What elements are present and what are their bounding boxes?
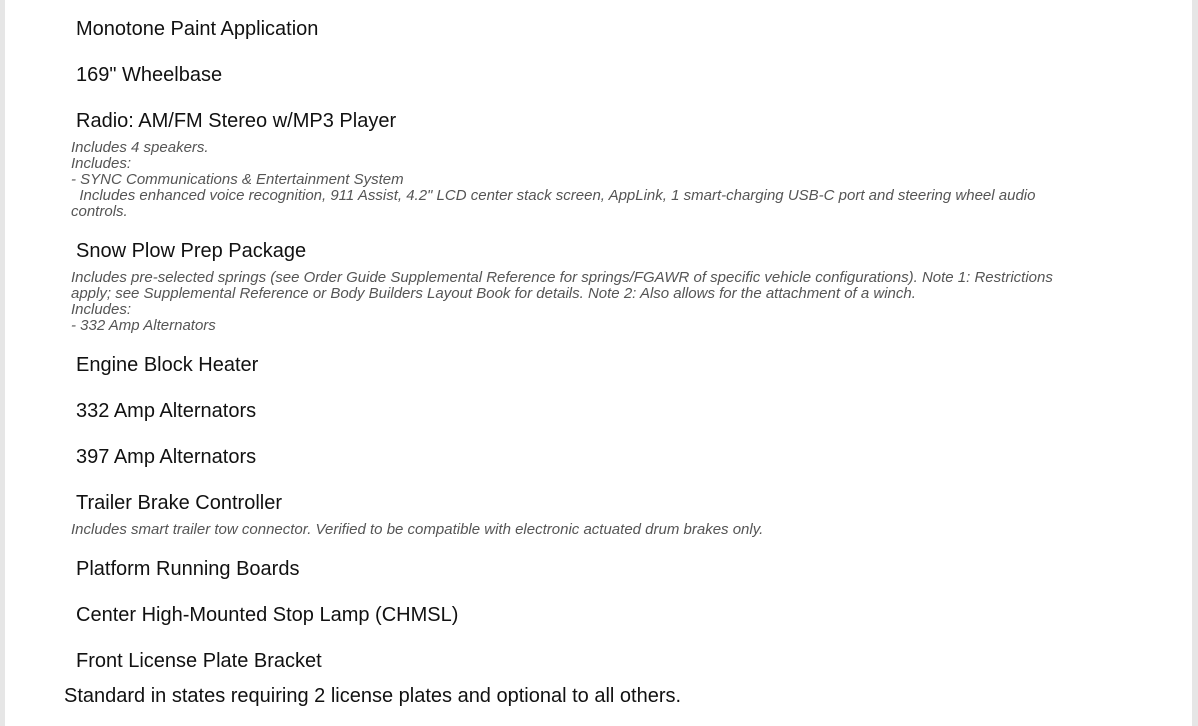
footer-note: Standard in states requiring 2 license plates and optional to all others. bbox=[64, 685, 682, 707]
option-title: Front License Plate Bracket bbox=[76, 650, 322, 672]
option-title: Radio: AM/FM Stereo w/MP3 Player bbox=[76, 110, 397, 132]
option-description: Includes smart trailer tow connector. Verified to be compatible with electronic actuated drum brakes only. bbox=[71, 521, 764, 538]
option-title: Center High-Mounted Stop Lamp (CHMSL) bbox=[76, 604, 459, 626]
option-title: Snow Plow Prep Package bbox=[76, 240, 307, 262]
option-title: Monotone Paint Application bbox=[76, 18, 319, 40]
option-title: Engine Block Heater bbox=[76, 354, 259, 376]
option-description: Includes 4 speakers. Includes: - SYNC Communications & Entertainment System Includes enhanced voice recognition, 911 Assist, 4.2" LCD center stack screen, AppLink, 1 smart-charging USB-C port and steering wheel audio controls. bbox=[71, 139, 1036, 220]
option-description: Includes pre-selected springs (see Order Guide Supplemental Reference for springs/FGAWR of specific vehicle configurations). Note 1: Restrictions apply; see Supplemental Reference or Body Builders Layout Book for details. Note 2: Also allows for the attachment of a winch. Includes: - 332 Amp Alternators bbox=[71, 269, 1053, 334]
option-title: 397 Amp Alternators bbox=[76, 446, 257, 468]
options-list-page bbox=[5, 0, 1192, 726]
option-title: Trailer Brake Controller bbox=[76, 492, 282, 514]
option-title: 332 Amp Alternators bbox=[76, 400, 257, 422]
option-title: Platform Running Boards bbox=[76, 558, 300, 580]
option-title: 169" Wheelbase bbox=[76, 64, 223, 86]
